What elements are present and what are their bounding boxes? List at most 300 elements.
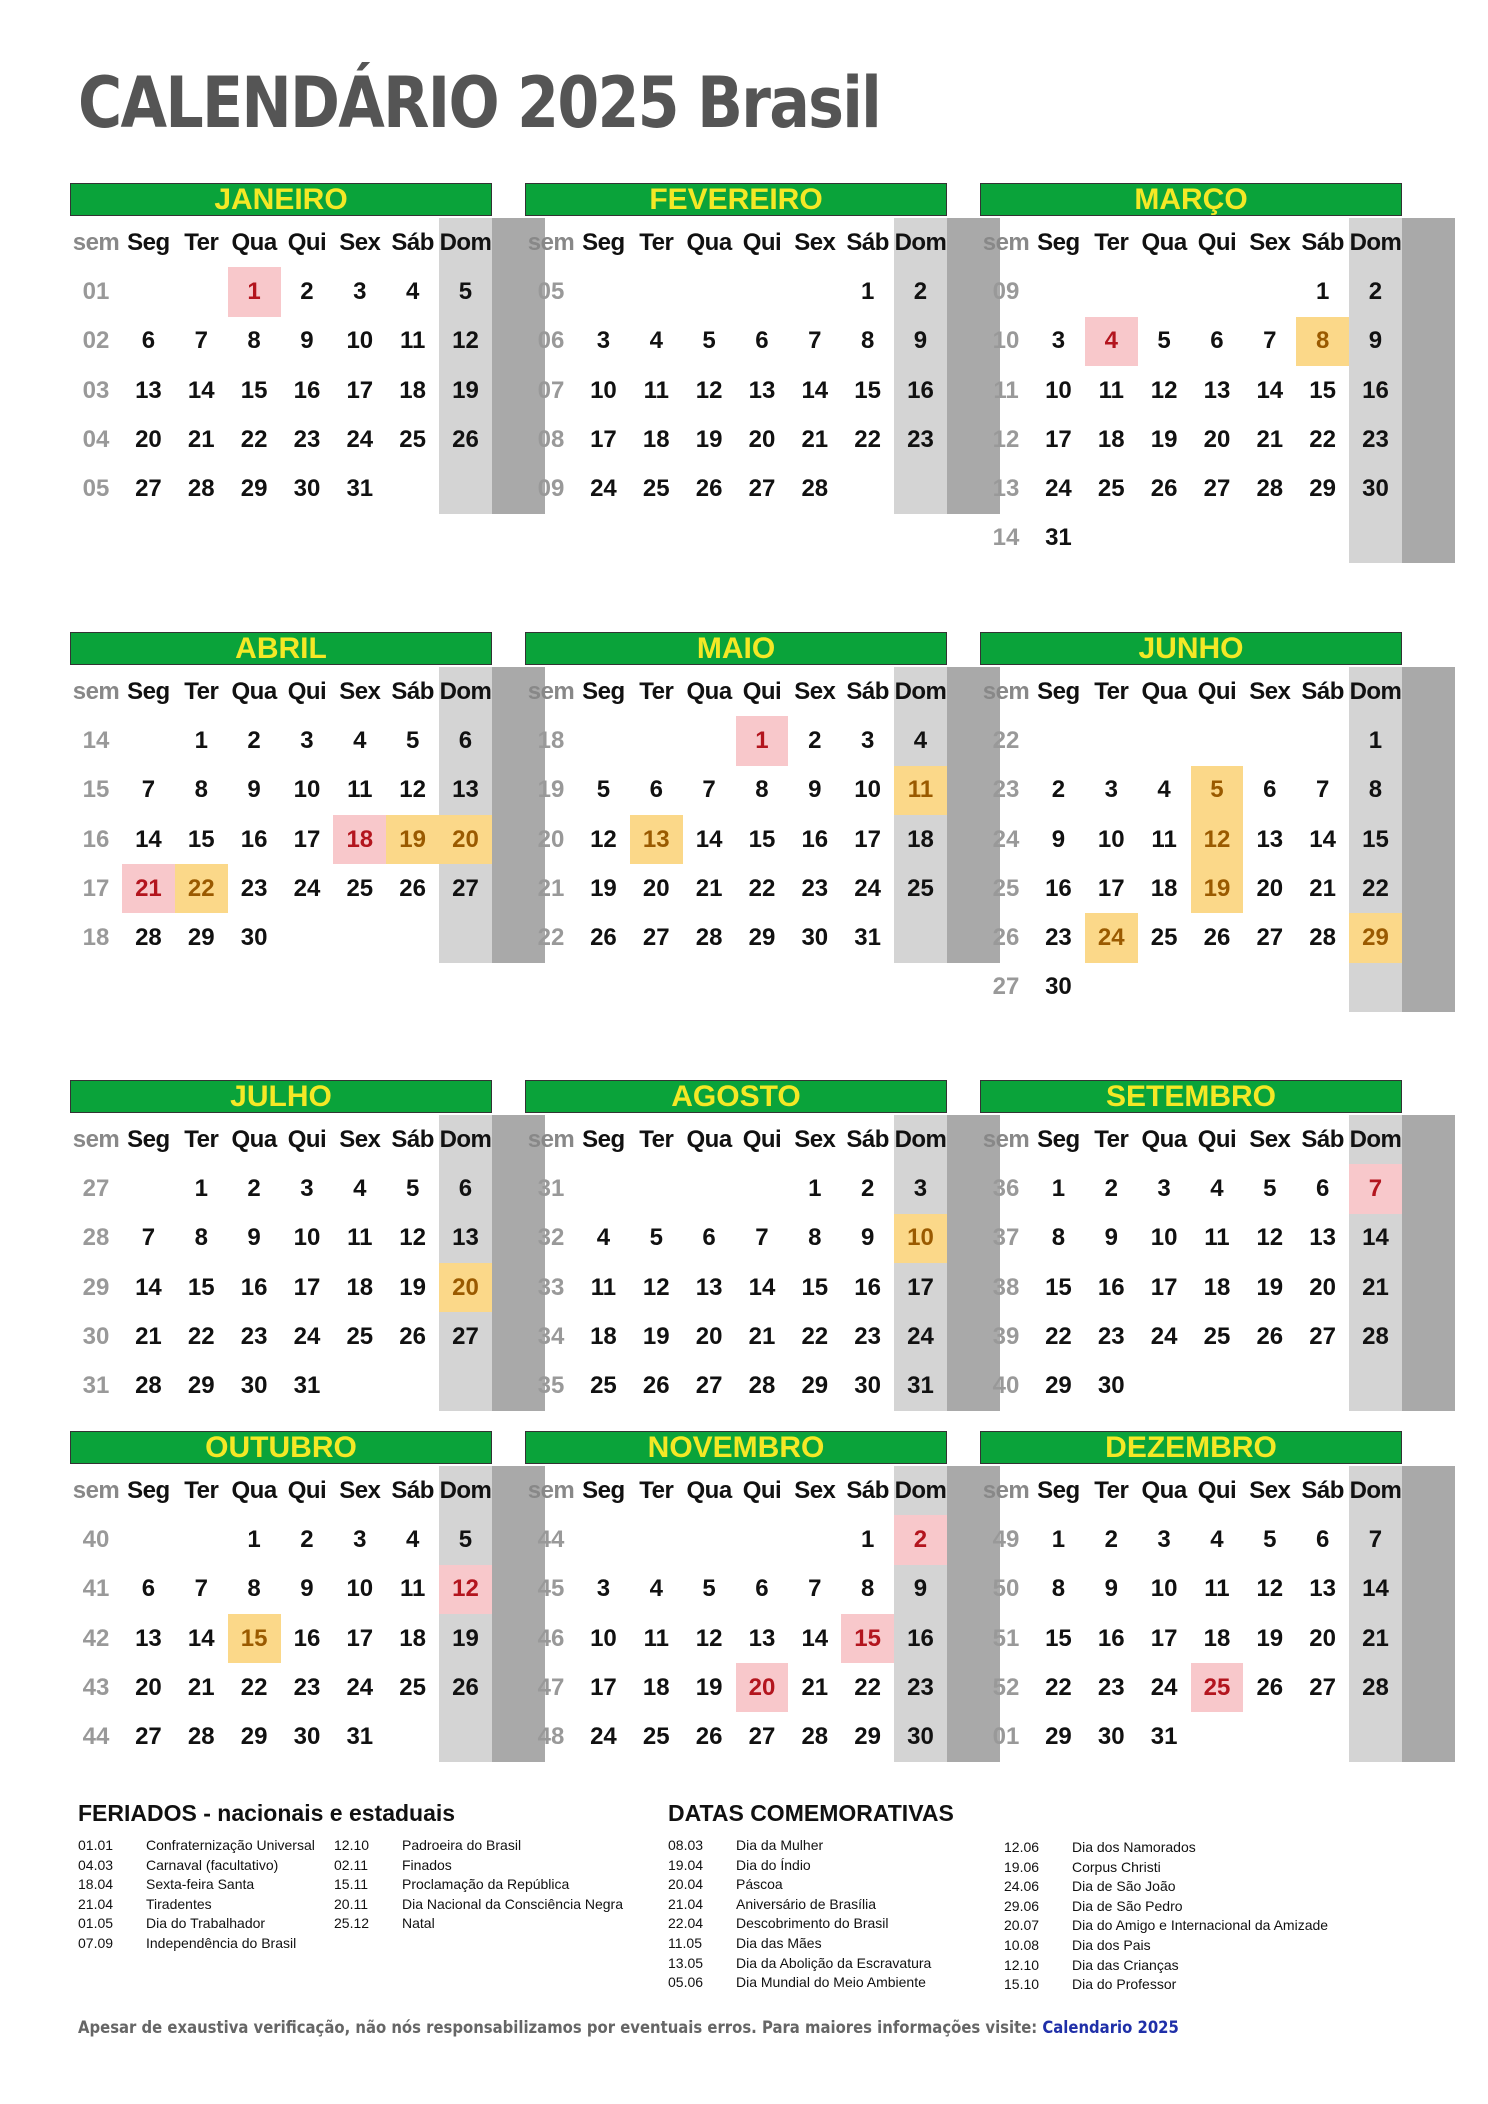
empty-cell <box>683 716 736 765</box>
day-cell: 26 <box>399 1322 426 1350</box>
day-cell: 18 <box>399 1624 426 1652</box>
day-cell: 24 <box>1150 1673 1178 1701</box>
week-number: 19 <box>537 776 565 804</box>
weekday-header-sáb: Sáb <box>1301 1125 1344 1153</box>
month-junho <box>980 632 1402 1012</box>
day-cell: 1 <box>247 1525 261 1553</box>
item-date: 11.05 <box>668 1934 702 1951</box>
list-item <box>78 1856 315 1876</box>
day-cell: 26 <box>452 425 479 453</box>
day-cell: 14 <box>187 376 215 404</box>
weekday-header-sem: sem <box>72 1125 120 1153</box>
day-cell: 31 <box>346 1723 374 1751</box>
weekday-header-sex: Sex <box>1249 228 1291 256</box>
day-cell: 13 <box>1309 1224 1336 1252</box>
day-cell: 11 <box>643 1624 669 1652</box>
day-cell: 28 <box>135 924 162 952</box>
day-cell: 3 <box>913 1174 928 1202</box>
day-cell: 3 <box>596 1575 611 1603</box>
weekday-header-seg: Seg <box>582 228 625 256</box>
day-cell: 1 <box>1051 1525 1066 1553</box>
empty-cell <box>281 913 334 962</box>
day-cell: 20 <box>1309 1624 1336 1652</box>
day-cell: 19 <box>1256 1273 1284 1301</box>
day-cell: 13 <box>135 1624 162 1652</box>
month-name: SETEMBRO <box>980 1080 1402 1113</box>
day-cell: 23 <box>293 425 321 453</box>
day-cell: 30 <box>907 1723 934 1751</box>
day-cell: 11 <box>643 376 669 404</box>
day-cell: 9 <box>247 776 261 804</box>
day-cell: 6 <box>458 1174 473 1202</box>
empty-cell <box>894 464 947 513</box>
optional-holiday-day: 20 <box>439 815 492 864</box>
day-cell: 25 <box>346 1322 374 1350</box>
day-cell: 12 <box>642 1273 670 1301</box>
empty-cell <box>1191 963 1244 1012</box>
day-cell: 3 <box>300 726 314 754</box>
day-cell: 10 <box>1097 825 1125 853</box>
day-cell: 10 <box>346 327 374 355</box>
item-label: Natal <box>402 1915 435 1932</box>
day-cell: 9 <box>300 327 314 355</box>
day-cell: 31 <box>293 1372 321 1400</box>
weekday-header-seg: Seg <box>582 677 625 705</box>
empty-cell <box>1138 716 1191 765</box>
day-cell: 13 <box>452 1224 479 1252</box>
day-cell: 30 <box>801 924 829 952</box>
day-cell: 21 <box>801 425 829 453</box>
month-days <box>525 218 947 514</box>
weekday-header-qui: Qui <box>742 1125 782 1153</box>
weekday-header-sáb: Sáb <box>1301 1476 1344 1504</box>
day-cell: 19 <box>452 1624 479 1652</box>
day-cell: 22 <box>748 874 776 902</box>
empty-cell <box>386 1361 439 1410</box>
weekday-header-qui: Qui <box>287 1476 327 1504</box>
footer-link[interactable]: Calendario 2025 <box>1042 2018 1179 2037</box>
day-cell: 5 <box>1157 327 1171 355</box>
day-cell: 10 <box>1150 1575 1178 1603</box>
holiday-day: 21 <box>122 864 175 913</box>
day-cell: 16 <box>1362 376 1389 404</box>
day-cell: 10 <box>1150 1224 1178 1252</box>
day-cell: 8 <box>194 776 208 804</box>
day-cell: 26 <box>590 924 617 952</box>
empty-cell <box>841 464 894 513</box>
weekday-header-seg: Seg <box>127 1125 170 1153</box>
feriados-list-2 <box>334 1836 623 1934</box>
weekday-header-seg: Seg <box>127 1476 170 1504</box>
day-cell: 4 <box>649 327 663 355</box>
weekday-header-qui: Qui <box>287 1125 327 1153</box>
day-cell: 25 <box>1150 924 1178 952</box>
day-cell: 18 <box>1150 874 1178 902</box>
weekday-header-sem: sem <box>982 1125 1030 1153</box>
day-cell: 29 <box>1045 1723 1072 1751</box>
day-cell: 22 <box>854 1673 881 1701</box>
empty-cell <box>1349 963 1402 1012</box>
day-cell: 25 <box>642 1723 670 1751</box>
holiday-day: 2 <box>894 1515 947 1564</box>
empty-cell <box>439 1361 492 1410</box>
day-cell: 20 <box>135 1673 162 1701</box>
day-cell: 21 <box>1256 425 1284 453</box>
week-number: 09 <box>992 277 1020 305</box>
day-cell: 5 <box>1263 1174 1277 1202</box>
day-cell: 6 <box>702 1224 716 1252</box>
weekday-header-sem: sem <box>527 1476 575 1504</box>
weekday-header-dom: Dom <box>1349 1125 1402 1153</box>
week-number: 42 <box>82 1624 110 1652</box>
weekday-header-sem: sem <box>982 1476 1030 1504</box>
empty-cell <box>1191 267 1244 316</box>
item-label: Finados <box>402 1856 452 1873</box>
day-cell: 24 <box>293 1322 321 1350</box>
day-cell: 9 <box>913 327 928 355</box>
optional-holiday-day: 12 <box>1191 815 1244 864</box>
day-cell: 7 <box>1368 1525 1383 1553</box>
day-cell: 3 <box>353 1525 367 1553</box>
item-date: 20.07 <box>1004 1917 1040 1934</box>
day-cell: 23 <box>801 874 829 902</box>
month-name: JUNHO <box>980 632 1402 665</box>
day-cell: 2 <box>860 1174 875 1202</box>
item-label: Dia dos Pais <box>1072 1936 1151 1953</box>
day-cell: 12 <box>695 376 723 404</box>
list-item <box>668 1895 931 1915</box>
week-number: 04 <box>82 425 110 453</box>
month-name: AGOSTO <box>525 1080 947 1113</box>
day-cell: 9 <box>860 1224 875 1252</box>
month-name: ABRIL <box>70 632 492 665</box>
day-cell: 19 <box>695 1673 723 1701</box>
day-cell: 12 <box>695 1624 723 1652</box>
week-number: 01 <box>992 1723 1020 1751</box>
item-date: 19.04 <box>668 1856 704 1873</box>
weekday-header-sáb: Sáb <box>846 677 889 705</box>
weekday-header-dom: Dom <box>439 1125 492 1153</box>
day-cell: 21 <box>695 874 723 902</box>
day-cell: 17 <box>346 376 374 404</box>
day-cell: 19 <box>399 1273 426 1301</box>
empty-cell <box>386 913 439 962</box>
list-item <box>1004 1858 1328 1878</box>
optional-holiday-day: 5 <box>1191 766 1244 815</box>
day-cell: 3 <box>1051 327 1066 355</box>
month-name: MARÇO <box>980 183 1402 216</box>
month-days <box>70 218 492 514</box>
item-label: Tiradentes <box>146 1895 212 1912</box>
weekday-header-qua: Qua <box>1141 677 1187 705</box>
day-cell: 10 <box>590 376 617 404</box>
day-cell: 17 <box>1150 1624 1178 1652</box>
day-cell: 18 <box>1203 1273 1231 1301</box>
day-cell: 27 <box>452 1322 479 1350</box>
day-cell: 5 <box>596 776 611 804</box>
weekday-header-seg: Seg <box>1037 228 1080 256</box>
weekday-header-ter: Ter <box>1094 1476 1129 1504</box>
list-item <box>334 1875 623 1895</box>
week-number: 26 <box>992 924 1020 952</box>
day-cell: 8 <box>194 1224 208 1252</box>
list-item <box>668 1914 931 1934</box>
day-cell: 30 <box>1045 973 1072 1001</box>
weekday-header-qua: Qua <box>231 1476 277 1504</box>
day-cell: 15 <box>1045 1624 1072 1652</box>
item-date: 15.10 <box>1004 1976 1040 1993</box>
day-cell: 15 <box>187 825 215 853</box>
empty-cell <box>1349 514 1402 563</box>
week-number: 33 <box>537 1273 565 1301</box>
day-cell: 22 <box>187 1322 215 1350</box>
day-cell: 6 <box>1263 776 1277 804</box>
day-cell: 21 <box>1362 1273 1389 1301</box>
day-cell: 16 <box>854 1273 881 1301</box>
day-cell: 17 <box>346 1624 374 1652</box>
empty-cell <box>333 1361 386 1410</box>
day-cell: 20 <box>695 1322 723 1350</box>
day-cell: 27 <box>1256 924 1284 952</box>
day-cell: 20 <box>1256 874 1284 902</box>
list-item <box>1004 1956 1328 1976</box>
day-cell: 31 <box>1150 1723 1178 1751</box>
day-cell: 17 <box>1097 874 1125 902</box>
day-cell: 30 <box>293 475 321 503</box>
weekday-header-sáb: Sáb <box>846 1476 889 1504</box>
day-cell: 19 <box>642 1322 670 1350</box>
week-number: 16 <box>82 825 110 853</box>
weekday-header-sex: Sex <box>1249 1125 1291 1153</box>
weekday-header-qua: Qua <box>686 228 732 256</box>
empty-cell <box>788 267 841 316</box>
day-cell: 7 <box>194 1575 208 1603</box>
week-number: 27 <box>992 973 1020 1001</box>
list-item <box>668 1836 931 1856</box>
day-cell: 12 <box>1150 376 1178 404</box>
day-cell: 20 <box>748 425 776 453</box>
day-cell: 22 <box>240 425 268 453</box>
day-cell: 7 <box>808 1575 822 1603</box>
month-agosto <box>525 1080 947 1411</box>
item-date: 21.04 <box>668 1895 704 1912</box>
empty-cell <box>175 1515 228 1564</box>
day-cell: 28 <box>1256 475 1284 503</box>
day-cell: 27 <box>695 1372 723 1400</box>
weekday-header-ter: Ter <box>184 228 219 256</box>
day-cell: 18 <box>907 825 934 853</box>
day-cell: 20 <box>1309 1273 1336 1301</box>
day-cell: 1 <box>194 726 208 754</box>
list-item <box>78 1875 315 1895</box>
day-cell: 21 <box>1309 874 1336 902</box>
day-cell: 1 <box>860 1525 875 1553</box>
week-number: 25 <box>992 874 1020 902</box>
item-label: Dia do Professor <box>1072 1976 1177 1993</box>
optional-holiday-day: 19 <box>386 815 439 864</box>
day-cell: 18 <box>642 425 670 453</box>
empty-cell <box>333 913 386 962</box>
empty-cell <box>736 1515 789 1564</box>
day-cell: 5 <box>702 327 716 355</box>
empty-cell <box>439 913 492 962</box>
empty-cell <box>1138 1361 1191 1410</box>
day-cell: 4 <box>353 726 367 754</box>
day-cell: 24 <box>907 1322 934 1350</box>
week-number: 23 <box>992 776 1020 804</box>
week-number: 40 <box>992 1372 1020 1400</box>
day-cell: 17 <box>293 825 321 853</box>
weekday-header-seg: Seg <box>127 228 170 256</box>
weekday-header-dom: Dom <box>894 1125 947 1153</box>
day-cell: 14 <box>801 1624 829 1652</box>
empty-cell <box>122 267 175 316</box>
day-cell: 29 <box>1309 475 1336 503</box>
holiday-day: 15 <box>841 1614 894 1663</box>
week-number: 14 <box>992 524 1020 552</box>
day-cell: 7 <box>141 776 156 804</box>
sunday-column <box>1402 667 1455 1012</box>
list-item <box>1004 1975 1328 1995</box>
day-cell: 17 <box>1150 1273 1178 1301</box>
day-cell: 16 <box>240 825 268 853</box>
list-item <box>668 1954 931 1974</box>
week-number: 18 <box>82 924 110 952</box>
day-cell: 1 <box>808 1174 822 1202</box>
day-cell: 19 <box>590 874 617 902</box>
day-cell: 26 <box>1256 1322 1284 1350</box>
weekday-header-sem: sem <box>982 228 1030 256</box>
weekday-header-ter: Ter <box>184 1125 219 1153</box>
week-number: 52 <box>992 1673 1020 1701</box>
day-cell: 21 <box>748 1322 776 1350</box>
day-cell: 14 <box>1309 825 1336 853</box>
day-cell: 17 <box>293 1273 321 1301</box>
day-cell: 14 <box>135 1273 162 1301</box>
empty-cell <box>1296 963 1349 1012</box>
item-label: Dia Nacional da Consciência Negra <box>402 1895 624 1912</box>
day-cell: 11 <box>399 327 426 355</box>
week-number: 38 <box>992 1273 1020 1301</box>
weekday-header-qua: Qua <box>686 1476 732 1504</box>
empty-cell <box>683 267 736 316</box>
empty-cell <box>1243 267 1296 316</box>
day-cell: 2 <box>300 1525 314 1553</box>
comemorativas-title: DATAS COMEMORATIVAS <box>668 1800 954 1826</box>
day-cell: 13 <box>748 376 776 404</box>
day-cell: 16 <box>293 376 321 404</box>
week-number: 05 <box>537 277 565 305</box>
day-cell: 16 <box>801 825 829 853</box>
month-days <box>525 1466 947 1762</box>
sunday-column <box>1402 1115 1455 1411</box>
weekday-header-sáb: Sáb <box>391 1125 434 1153</box>
list-item <box>668 1856 931 1876</box>
week-number: 30 <box>82 1322 110 1350</box>
day-cell: 26 <box>695 475 723 503</box>
week-number: 12 <box>992 425 1020 453</box>
item-date: 19.06 <box>1004 1858 1040 1875</box>
empty-cell <box>1138 514 1191 563</box>
day-cell: 31 <box>346 475 374 503</box>
empty-cell <box>577 1164 630 1213</box>
day-cell: 27 <box>748 1723 776 1751</box>
day-cell: 11 <box>347 1224 373 1252</box>
day-cell: 10 <box>590 1624 617 1652</box>
week-number: 06 <box>537 327 565 355</box>
day-cell: 12 <box>590 825 617 853</box>
day-cell: 20 <box>642 874 670 902</box>
weekday-header-sex: Sex <box>339 1476 381 1504</box>
week-number: 36 <box>992 1174 1020 1202</box>
day-cell: 2 <box>1104 1525 1118 1553</box>
weekday-header-dom: Dom <box>894 228 947 256</box>
day-cell: 15 <box>187 1273 215 1301</box>
weekday-header-dom: Dom <box>439 228 492 256</box>
item-label: Dia do Amigo e Internacional da Amizade <box>1072 1917 1329 1934</box>
item-label: Dia do Índio <box>736 1856 811 1873</box>
month-name: DEZEMBRO <box>980 1431 1402 1464</box>
day-cell: 29 <box>854 1723 881 1751</box>
day-cell: 23 <box>240 1322 268 1350</box>
day-cell: 28 <box>1309 924 1336 952</box>
day-cell: 31 <box>907 1372 934 1400</box>
weekday-header-ter: Ter <box>639 228 674 256</box>
day-cell: 18 <box>399 376 426 404</box>
day-cell: 25 <box>907 874 934 902</box>
item-label: Dia dos Namorados <box>1072 1839 1196 1855</box>
weekday-header-qua: Qua <box>231 228 277 256</box>
item-date: 02.11 <box>334 1856 368 1873</box>
weekday-header-qui: Qui <box>287 677 327 705</box>
empty-cell <box>736 267 789 316</box>
day-cell: 18 <box>642 1673 670 1701</box>
day-cell: 22 <box>1309 425 1336 453</box>
item-date: 22.04 <box>668 1915 704 1932</box>
list-item <box>1004 1897 1328 1917</box>
item-label: Dia do Trabalhador <box>146 1915 266 1932</box>
day-cell: 25 <box>399 425 426 453</box>
week-number: 01 <box>82 277 110 305</box>
holiday-day: 1 <box>228 267 281 316</box>
day-cell: 5 <box>1263 1525 1277 1553</box>
day-cell: 2 <box>913 277 928 305</box>
day-cell: 10 <box>293 1224 321 1252</box>
day-cell: 6 <box>649 776 663 804</box>
day-cell: 5 <box>458 1525 473 1553</box>
empty-cell <box>175 267 228 316</box>
optional-holiday-day: 10 <box>894 1214 947 1263</box>
day-cell: 17 <box>590 1673 617 1701</box>
empty-cell <box>439 464 492 513</box>
week-number: 41 <box>82 1575 110 1603</box>
weekday-header-qui: Qui <box>742 1476 782 1504</box>
weekday-header-qua: Qua <box>231 677 277 705</box>
list-item <box>334 1895 623 1915</box>
weekday-header-ter: Ter <box>184 677 219 705</box>
weekday-header-sex: Sex <box>794 1125 836 1153</box>
item-label: Carnaval (facultativo) <box>146 1856 279 1873</box>
day-cell: 16 <box>1097 1273 1125 1301</box>
empty-cell <box>1296 1361 1349 1410</box>
day-cell: 2 <box>1104 1174 1118 1202</box>
day-cell: 1 <box>1315 277 1330 305</box>
week-number: 44 <box>82 1723 110 1751</box>
optional-holiday-day: 24 <box>1085 913 1138 962</box>
week-number: 47 <box>537 1673 565 1701</box>
weekday-header-ter: Ter <box>639 1125 674 1153</box>
week-number: 18 <box>537 726 565 754</box>
